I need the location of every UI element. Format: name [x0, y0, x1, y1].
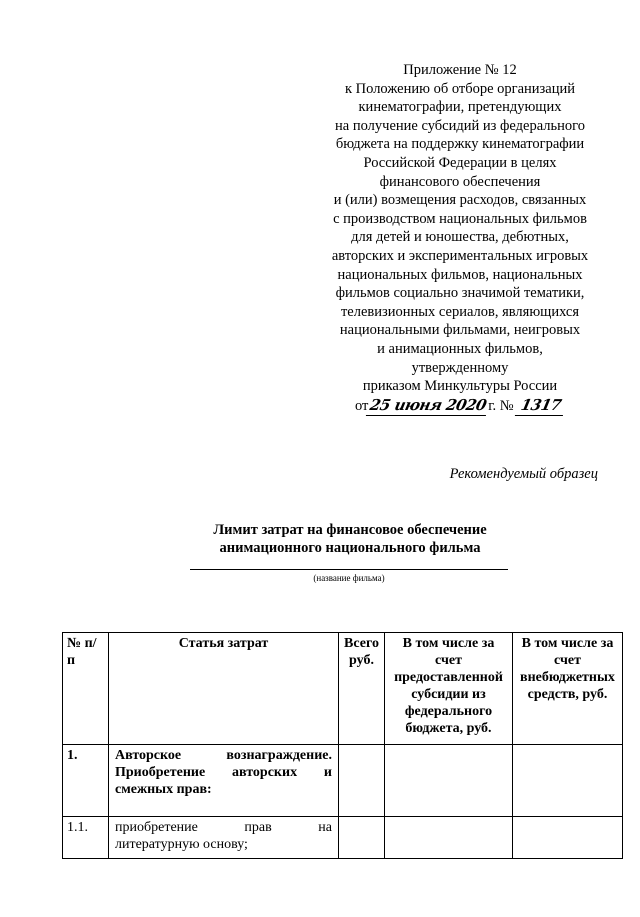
appendix-line: утвержденному — [411, 359, 509, 376]
row-subsidy — [385, 745, 513, 817]
date-prefix: от — [354, 397, 369, 414]
appendix-line: телевизионных сериалов, являющихся — [340, 303, 580, 320]
appendix-line: для детей и юношества, дебютных, — [351, 229, 569, 246]
row-offbudget — [513, 745, 623, 817]
appendix-line: авторских и экспериментальных игровых — [331, 247, 589, 264]
appendix-line: национальных фильмов, национальных — [337, 266, 583, 283]
appendix-line: национальными фильмами, неигровых — [339, 322, 581, 339]
row-num: 1. — [63, 745, 109, 817]
handwritten-date: 25 июня 2020 — [366, 396, 490, 416]
appendix-line: и анимационных фильмов, — [377, 340, 543, 357]
title-line-2: анимационного национального фильма — [219, 540, 481, 556]
appendix-line: кинематографии, претендующих — [358, 99, 562, 116]
appendix-line: бюджета на поддержку кинематографии — [335, 136, 585, 153]
film-name-line — [190, 569, 508, 570]
row-subsidy — [385, 817, 513, 859]
table-row — [63, 817, 623, 859]
title-line-1: Лимит затрат на финансовое обеспечение — [213, 522, 487, 538]
table-header-row — [63, 633, 623, 745]
row-item: Авторское вознаграждение. Приобретение авторских и смежных прав: — [109, 745, 339, 817]
handwritten-order-number: 1317 — [515, 396, 567, 416]
appendix-line: Приложение № 12 — [403, 62, 517, 78]
row-total — [339, 817, 385, 859]
row-num: 1.1. — [63, 817, 109, 859]
row-total — [339, 745, 385, 817]
table-row — [63, 745, 623, 817]
appendix-line: приказом Минкультуры России — [362, 378, 558, 395]
appendix-line: Российской Федерации в целях — [363, 154, 557, 171]
order-date-line — [300, 396, 620, 416]
appendix-line: с производством национальных фильмов — [333, 210, 587, 227]
recommended-sample-label: Рекомендуемый образец — [449, 466, 598, 482]
film-name-caption: (название фильма) — [313, 573, 385, 583]
row-item: приобретение прав на литературную основу; — [109, 817, 339, 859]
year-suffix: г. № — [488, 397, 514, 414]
document-title — [150, 521, 550, 557]
appendix-line: к Положению об отборе организаций — [345, 80, 575, 97]
appendix-line: фильмов социально значимой тематики, — [335, 285, 585, 302]
header-offbudget: В том числе за счет внебюджетных средств, руб. — [513, 633, 623, 745]
row-offbudget — [513, 817, 623, 859]
appendix-line: на получение субсидий из федерального — [335, 117, 585, 134]
header-num: № п/п — [63, 633, 109, 745]
appendix-block — [300, 61, 620, 415]
header-item: Статья затрат — [109, 633, 339, 745]
header-total: Всего руб. — [339, 633, 385, 745]
header-subsidy: В том числе за счет предоставленной субсидии из федерального бюджета, руб. — [385, 633, 513, 745]
cost-limit-table — [62, 632, 623, 859]
appendix-line: финансового обеспечения — [379, 173, 541, 190]
appendix-line: и (или) возмещения расходов, связанных — [333, 192, 587, 209]
